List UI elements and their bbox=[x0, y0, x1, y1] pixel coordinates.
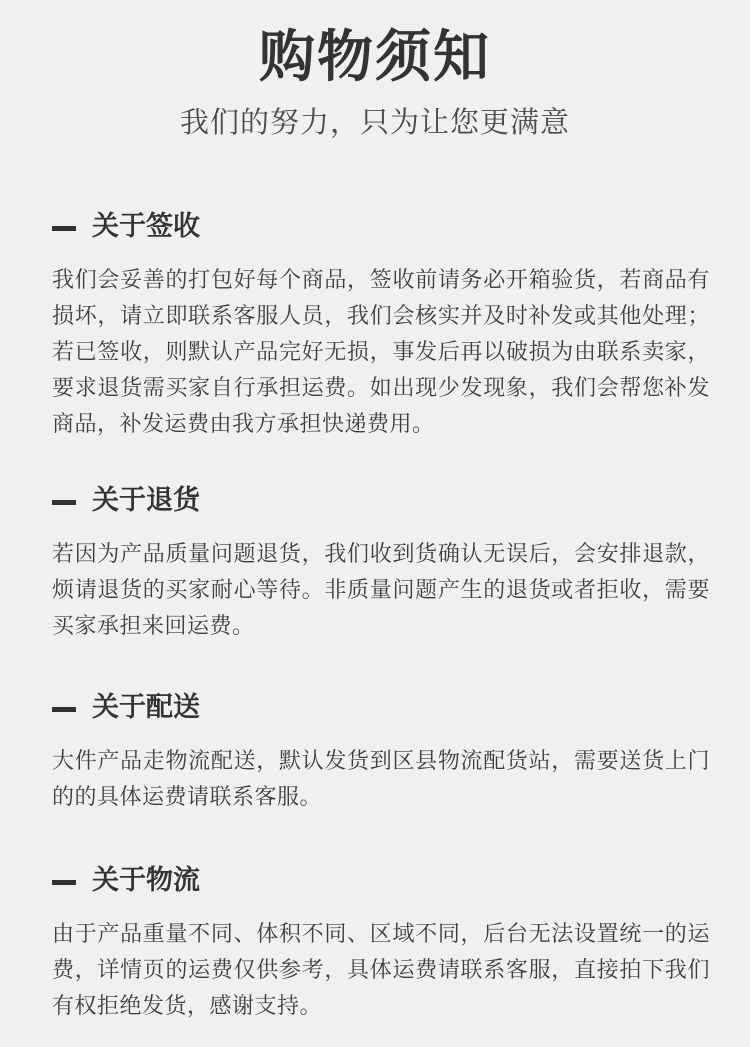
section-header bbox=[52, 686, 710, 730]
section-header bbox=[52, 479, 710, 523]
section-logistics bbox=[52, 859, 710, 1025]
dash-icon bbox=[52, 500, 76, 505]
section-signing bbox=[52, 205, 710, 443]
dash-icon bbox=[52, 226, 76, 231]
section-delivery bbox=[52, 686, 710, 816]
section-body: 若因为产品质量问题退货，我们收到货确认无误后，会安排退款，烦请退货的买家耐心等待。非质量问题产生的退货或者拒收，需要买家承担来回运费。 bbox=[52, 542, 710, 639]
section-header bbox=[52, 859, 710, 903]
page-title: 购物须知 bbox=[259, 25, 491, 90]
section-returns bbox=[52, 479, 710, 645]
dash-icon bbox=[52, 880, 76, 885]
section-title: 关于签收 bbox=[92, 211, 200, 242]
section-body: 我们会妥善的打包好每个商品，签收前请务必开箱验货，若商品有损坏，请立即联系客服人员，我们会核实并及时补发或其他处理；若已签收，则默认产品完好无损，事发后再以破损为由联系卖家，要求退货需买家自行承担运费。如出现少发现象，我们会帮您补发商品，补发运费由我方承担快递费用。 bbox=[52, 268, 710, 437]
section-body: 大件产品走物流配送，默认发货到区县物流配货站，需要送货上门的的具体运费请联系客服。 bbox=[52, 749, 710, 810]
dash-icon bbox=[52, 707, 76, 712]
notice-sections bbox=[52, 205, 710, 1025]
section-title: 关于退货 bbox=[92, 485, 200, 516]
section-header bbox=[52, 205, 710, 249]
section-title: 关于物流 bbox=[92, 865, 200, 896]
page-subtitle: 我们的努力，只为让您更满意 bbox=[179, 105, 570, 139]
section-body: 由于产品重量不同、体积不同、区域不同，后台无法设置统一的运费，详情页的运费仅供参考，具体运费请联系客服，直接拍下我们有权拒绝发货，感谢支持。 bbox=[52, 922, 710, 1019]
section-title: 关于配送 bbox=[92, 692, 200, 723]
